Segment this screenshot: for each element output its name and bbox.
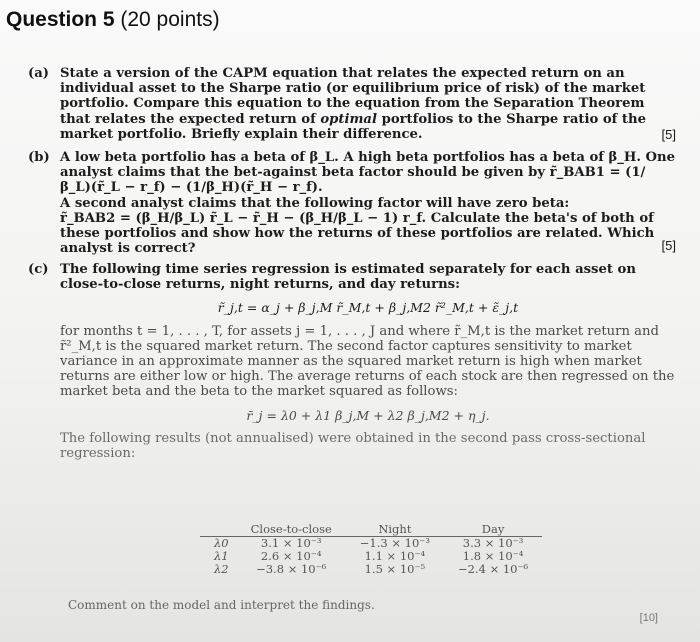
part-b-line-1: A low beta portfolio has a beta of β_L. A high beta portfolios has a beta of β_H. One analyst claims that the bet-against beta factor should be given by r̃_BAB1 = (1/β_L)(r̃_L − r_f) − (1/β_H)(r̃_H − r_f). xyxy=(60,150,675,196)
table-header-blank xyxy=(200,522,237,537)
part-b-label: (b) xyxy=(28,150,50,165)
part-a-emphasis: optimal xyxy=(320,111,377,127)
part-c-body xyxy=(60,262,676,461)
table-cell: λ2 xyxy=(214,562,229,576)
part-b xyxy=(28,150,676,256)
part-b-text xyxy=(60,150,676,256)
question-number: Question 5 xyxy=(6,8,115,31)
part-a-text-2: portfolios to the Sharpe ratio of the market portfolio. Briefly explain their difference. xyxy=(60,111,647,142)
table-cell: λ1 xyxy=(214,549,229,563)
part-a-marks: [5] xyxy=(661,127,676,142)
part-c-label: (c) xyxy=(28,262,49,277)
table-cell: 3.3 × 10⁻³ xyxy=(462,536,524,550)
part-c-marks: [10] xyxy=(639,612,658,624)
table-header-day: Day xyxy=(444,522,542,537)
part-a xyxy=(28,66,676,142)
table-cell: 1.5 × 10⁻⁵ xyxy=(364,562,426,576)
table-cell: −3.8 × 10⁻⁶ xyxy=(256,562,327,576)
part-c-intro: The following time series regression is estimated separately for each asset on close-to-close returns, night returns, and day returns: xyxy=(60,262,636,293)
part-b-line-3: r̃_BAB2 = (β_H/β_L) r̃_L − r̃_H − (β_H/β_L − 1) r_f. Calculate the beta's of both of these portfolios and show how the returns of these portfolios are related. Which analyst is correct? xyxy=(60,210,655,257)
table-cell: 3.1 × 10⁻³ xyxy=(260,536,322,550)
part-a-label: (a) xyxy=(28,66,50,81)
part-c-text-2: The following results (not annualised) were obtained in the second pass cross-sectional regression: xyxy=(60,430,646,462)
part-b-line-2: A second analyst claims that the following factor will have zero beta: xyxy=(60,195,570,211)
table-header-night: Night xyxy=(346,522,444,537)
question-points: (20 points) xyxy=(120,8,220,31)
table-cell: 1.1 × 10⁻⁴ xyxy=(364,549,426,563)
part-a-text-1: State a version of the CAPM equation that relates the expected return on an individual asset to the Sharpe ratio (or equilibrium price of risk) of the market portfolio. Compare this equation to the equation from the Separation Theorem that relates the expected return of xyxy=(60,66,646,127)
part-c-text-1: for months t = 1, . . . , T, for assets j = 1, . . . , J and where r̃_M,t is the market return and r̃²_M,t is the squared market return. The second factor captures sensitivity to market variance in an approximate manner as the squared market return is high when market returns are either low or high. The average returns of each stock are then regressed on the market beta and the beta to the market squared as follows: xyxy=(60,323,675,400)
table-cell: 1.8 × 10⁻⁴ xyxy=(462,549,524,563)
regression-equation-2: r̄_j = λ0 + λ1 β_j,M + λ2 β_j,M2 + η_j. xyxy=(246,407,490,423)
table-header-row xyxy=(200,522,542,537)
table-cell: 2.6 × 10⁻⁴ xyxy=(260,549,322,563)
table-row xyxy=(200,537,542,551)
regression-equation-1: r̃_j,t = α_j + β_j,M r̃_M,t + β_j,M2 r̃²_M,t + ε̃_j,t xyxy=(217,300,519,316)
table-cell: −1.3 × 10⁻³ xyxy=(359,536,430,550)
part-b-marks: [5] xyxy=(661,238,676,253)
table-header-close-to-close: Close-to-close xyxy=(237,522,346,537)
part-a-text xyxy=(60,66,676,142)
table-row xyxy=(200,563,542,576)
part-c xyxy=(28,262,676,461)
part-c-comment: Comment on the model and interpret the findings. xyxy=(68,598,375,612)
table-cell: −2.4 × 10⁻⁶ xyxy=(457,562,529,576)
table-cell: λ0 xyxy=(214,536,229,550)
question-title xyxy=(6,8,220,32)
results-table xyxy=(200,522,542,576)
